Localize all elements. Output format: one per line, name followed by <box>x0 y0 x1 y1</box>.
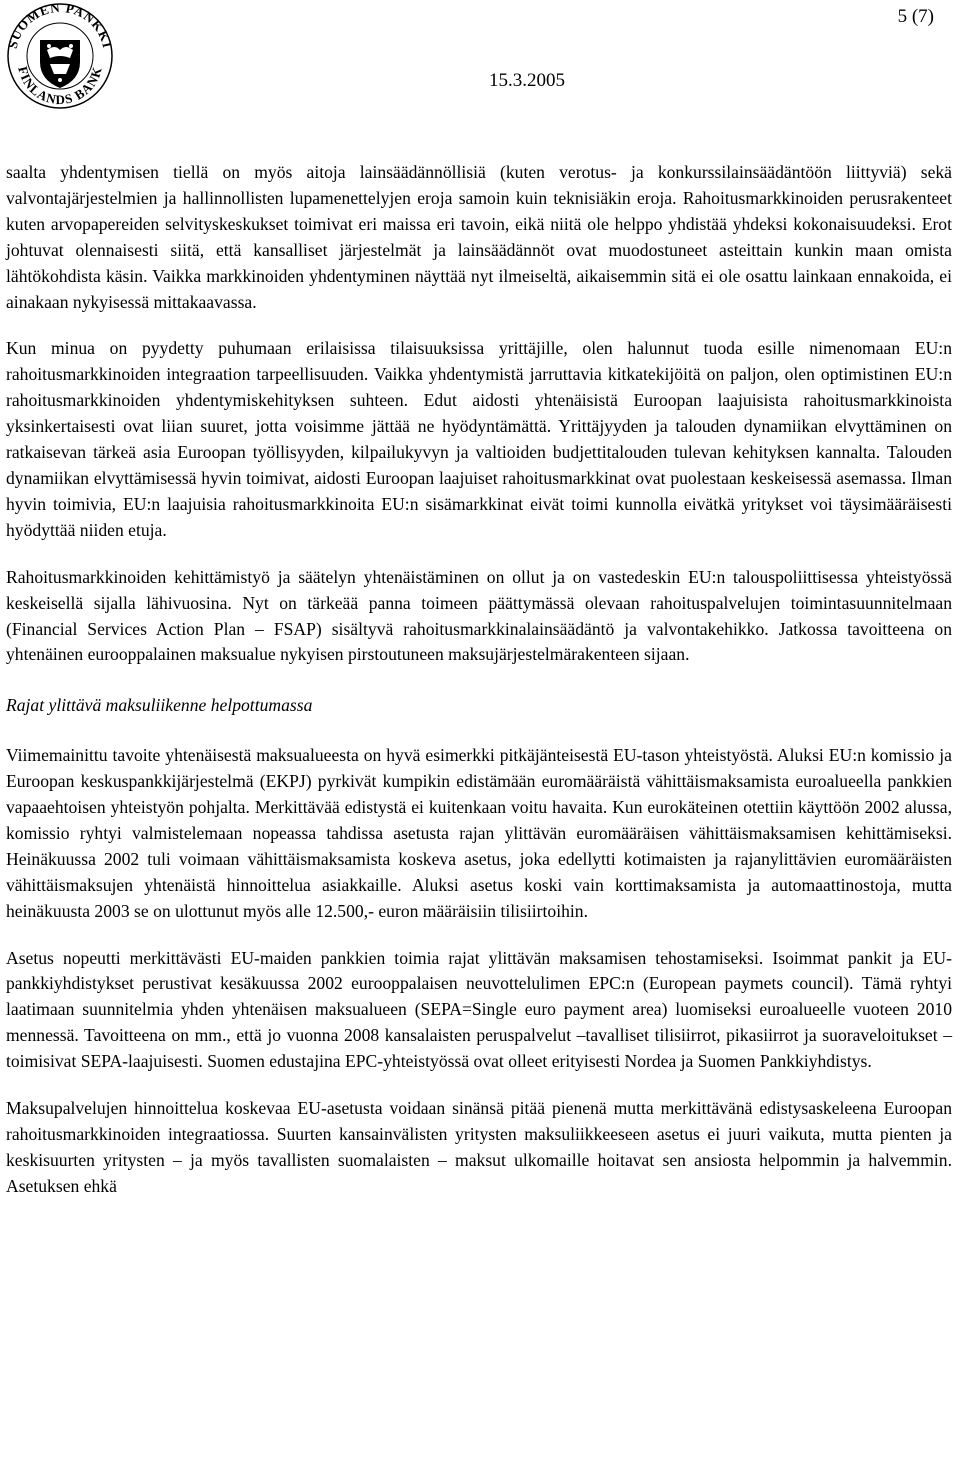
bank-logo <box>0 0 120 110</box>
svg-text:FINLANDS BANK: FINLANDS BANK <box>15 64 105 108</box>
paragraph: Maksupalvelujen hinnoittelua koskevaa EU-asetusta voidaan sinänsä pitää pienenä mutta merkittävänä edistysaskeleena Euroopan rahoitusmarkkinoiden integraatiossa. Suurten kansainvälisten yritysten maksuliikkeeseen asetus ei juuri vaikuta, mutta pienten ja keskisuurten yritysten – ja myös tavallisten suomalaisten – maksut ulkomaille hoitavat sen ansiosta helpommin ja halvemmin. Asetuksen ehkä <box>6 1098 952 1196</box>
bank-seal-icon <box>0 0 120 110</box>
paragraph: Kun minua on pyydetty puhumaan erilaisissa tilaisuuksissa yrittäjille, olen halunnut tuoda esille nimenomaan EU:n rahoitusmarkkinoiden integraation tarpeellisuuden. Vaikka yhdentymistä jarruttavia kitkatekijöitä on paljon, olen optimistinen EU:n rahoitusmarkkinoiden yhdentymiskehityksen suhteen. Edut aidosti yhtenäisistä Euroopan laajuisista rahoitusmarkkinoista yksinkertaisesti ovat liian suuret, jotta voisimme jättää ne hyödyntämättä. Yrittäjyyden ja talouden dynamiikan elvyttäminen on ratkaisevan tärkeä asia Euroopan työllisyyden, kilpailukyvyn ja valtioiden budjettitalouden tulevan kehityksen kannalta. Talouden dynamiikan elvyttämisessä hyvin toimivat, aidosti Euroopan laajuiset rahoitusmarkkinat ovat puolestaan keskeisessä asemassa. Ilman hyvin toimivia, EU:n laajuisia rahoitusmarkkinoita EU:n sisämarkkinat eivät toimi kunnolla eivätkä yritykset voi täysimääräisesti hyödyttää niiden etuja. <box>6 338 952 540</box>
paragraph: Rahoitusmarkkinoiden kehittämistyö ja säätelyn yhtenäistäminen on ollut ja on vastedeskin EU:n talouspoliittisessa yhteistyössä keskeisellä sijalla lähivuosina. Nyt on tärkeää panna toimeen päättymässä olevaan rahoituspalvelujen toimintasuunnitelmaan (Financial Services Action Plan – FSAP) sisältyvä rahoitusmarkkinalainsäädäntö ja valvontakehikko. Jatkossa tavoitteena on yhtenäinen eurooppalainen maksualue nykyisen pirstoutuneen maksujärjestelmärakenteen sijaan. <box>6 566 952 665</box>
paragraph: Viimemainittu tavoite yhtenäisestä maksualueesta on hyvä esimerkki pitkäjänteisestä EU-tason yhteistyöstä. Aluksi EU:n komissio ja Euroopan keskuspankkijärjestelmä (EKPJ) pyrkivät kumpikin edistämään euromääräistä vähittäismaksamista euroalueella pankkien vapaaehtoisen yhteistyön pohjalta. Merkittävää edistystä ei kuitenkaan voitu havaita. Kun eurokäteinen otettiin käyttöön 2002 alussa, komissio ryhtyi valmistelemaan nopeassa tahdissa asetusta rajan ylittävän euromääräisen vähittäismaksamisen kehittämiseksi. Heinäkuussa 2002 tuli voimaan vähittäismaksamista koskeva asetus, joka edellytti kotimaisten ja rajanylittävien euromääräisten vähittäismaksujen yhtenäistä hinnoittelua asiakkaille. Aluksi asetus koski vain korttimaksamista ja automaattinostoja, mutta heinäkuusta 2003 se on ulottunut myös alle 12.500,- euron määräisiin tilisiirtoihin. <box>6 745 952 921</box>
document-date: 15.3.2005 <box>489 70 565 91</box>
svg-text:SUOMEN PANKKI: SUOMEN PANKKI <box>4 0 116 50</box>
paragraph: Asetus nopeutti merkittävästi EU-maiden pankkien toimia rajat ylittävän maksamisen tehostamiseksi. Isoimmat pankit ja EU-pankkiyhdistykset perustivat kesäkuussa 2002 eurooppalaisen neuvottelulimen EPC:n (European paymets council). Tämä ryhtyi laatimaan suunnitelmia yhden yhtenäisen maksualueen (SEPA=Single euro payment area) luomiseksi euroalueelle vuoteen 2010 mennessä. Tavoitteena on mm., että jo vuonna 2008 kansalaisten peruspalvelut –tavalliset tilisiirrot, pikasiirrot ja suoraveloitukset – toimisivat SEPA-laajuisesti. Suomen edustajina EPC-yhteistyössä ovat olleet erityisesti Nordea ja Suomen Pankkiyhdistys. <box>6 947 952 1072</box>
page-number: 5 (7) <box>897 6 934 27</box>
document-body <box>6 160 952 1200</box>
paragraph: saalta yhdentymisen tiellä on myös aitoja lainsäädännöllisiä (kuten verotus- ja konkurssilainsäädäntöön liittyviä) sekä valvontajärjestelmien ja hallinnollisten lupamenettelyjen eroja samoin kuin teknisiäkin eroja. Rahoitusmarkkinoiden perusrakenteet kuten arvopapereiden selvityskeskukset toimivat eri maissa eri tavoin, eikä niitä ole helppo yhdistää yhdeksi kokonaisuudeksi. Erot johtuvat olennaisesti siitä, että kansalliset järjestelmät ja lainsäädännöt ovat muodostuneet asteittain kunkin maan omista lähtökohdista käsin. Vaikka markkinoiden yhdentyminen näyttää nyt ilmeiseltä, aikaisemmin sitä ei ole osattu lainkaan ennakoida, ei ainakaan nykyisessä mittakaavassa. <box>6 162 952 312</box>
section-heading: Rajat ylittävä maksuliikenne helpottumassa <box>6 695 313 716</box>
